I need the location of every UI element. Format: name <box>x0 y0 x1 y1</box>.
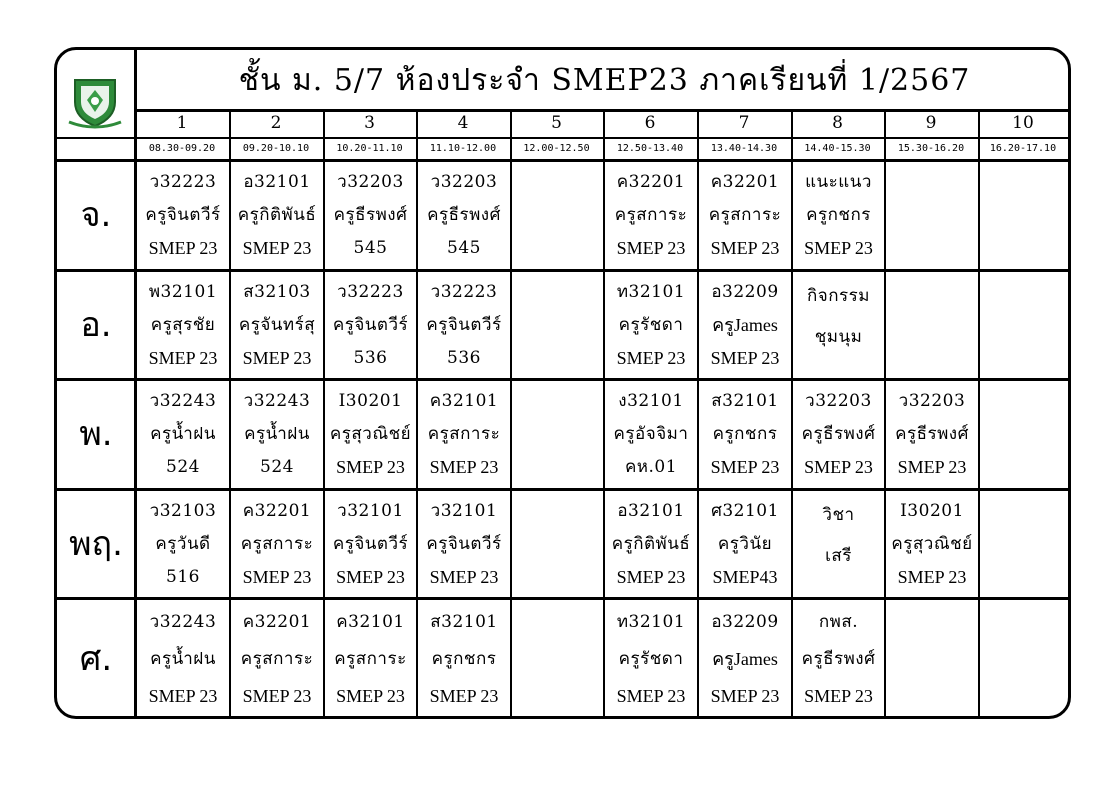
schedule-cell <box>418 490 510 597</box>
subject-code: ค32201 <box>242 500 312 521</box>
schedule-cell <box>325 380 416 488</box>
subject-code: ค32101 <box>336 611 405 632</box>
room-label: 524 <box>260 457 294 478</box>
room-label: SMEP 23 <box>804 686 873 707</box>
page-title: ชั้น ม. 5/7 ห้องประจำ SMEP23 ภาคเรียนที่ 1/2567 <box>238 62 971 98</box>
room-label: SMEP 23 <box>242 566 312 587</box>
subject-code: ว32243 <box>149 611 217 632</box>
schedule-cell <box>418 161 510 269</box>
room-label: SMEP 23 <box>429 457 499 478</box>
room-label: SMEP 23 <box>148 238 218 259</box>
subject-code: ค32201 <box>242 611 312 632</box>
teacher-name: ครูธีรพงศ์ <box>895 423 969 444</box>
teacher-name: ครูสการะ <box>427 423 501 444</box>
subject-code: ท32101 <box>616 281 686 302</box>
subject-code: I30201 <box>900 500 964 521</box>
schedule-cell <box>886 271 978 378</box>
schedule-cell <box>793 271 884 378</box>
schedule-cell <box>793 161 884 269</box>
teacher-name: ครูกิติพันธ์ <box>611 533 691 554</box>
period-number: 3 <box>364 113 375 133</box>
room-label: SMEP 23 <box>429 566 499 587</box>
period-time: 14.40-15.30 <box>804 142 871 154</box>
subject-code: ว32243 <box>243 390 311 411</box>
room-label: SMEP 23 <box>616 686 686 707</box>
subject-code: อ32209 <box>711 281 779 302</box>
schedule-cell <box>699 599 791 719</box>
teacher-name: ครูวันดี <box>155 533 211 554</box>
teacher-name: ครูJames <box>712 648 778 669</box>
schedule-cell <box>231 490 323 597</box>
teacher-name: ครูน้ำฝน <box>150 423 216 444</box>
room-label: SMEP 23 <box>804 457 873 478</box>
schedule-cell <box>980 599 1068 719</box>
schedule-cell <box>231 599 323 719</box>
day-label: พ. <box>79 414 113 454</box>
subject-code: กพส. <box>818 611 859 632</box>
room-label: 545 <box>447 238 481 259</box>
teacher-name: ครูจินตวีร์ <box>332 314 409 335</box>
subject-code: ส32103 <box>243 281 311 302</box>
room-label: SMEP 23 <box>616 347 686 368</box>
teacher-name: ครูธีรพงศ์ <box>333 204 408 225</box>
teacher-name: ครูจันทร์สุ <box>238 314 316 335</box>
schedule-cell <box>980 271 1068 378</box>
room-label: SMEP 23 <box>336 457 405 478</box>
subject-code: ว32243 <box>149 390 217 411</box>
schedule-cell <box>231 380 323 488</box>
day-label: ศ. <box>79 639 113 679</box>
schedule-cell <box>699 380 791 488</box>
period-time: 08.30-09.20 <box>148 142 216 154</box>
teacher-name: ครูสการะ <box>334 648 407 669</box>
period-number: 4 <box>457 113 469 133</box>
room-label: SMEP 23 <box>710 347 780 368</box>
room-label: SMEP 23 <box>710 238 780 259</box>
room-label: SMEP 23 <box>336 566 405 587</box>
period-number: 5 <box>551 113 562 133</box>
subject-code: อ32209 <box>711 611 779 632</box>
subject-code: กิจกรรม <box>806 285 870 306</box>
schedule-cell <box>231 161 323 269</box>
day-label: พฤ. <box>69 523 123 564</box>
room-label: SMEP 23 <box>148 686 218 707</box>
room-label: 545 <box>353 238 388 259</box>
schedule-cell <box>886 599 978 719</box>
period-time: 10.20-11.10 <box>336 142 403 154</box>
subject-code: ค32201 <box>616 171 686 192</box>
day-label: อ. <box>80 304 112 345</box>
subject-code: ว32203 <box>430 171 498 192</box>
room-label: 516 <box>166 566 200 587</box>
subject-code: ค32201 <box>710 171 780 192</box>
period-time: 12.00-12.50 <box>523 142 590 154</box>
room-label: SMEP 23 <box>897 566 967 587</box>
schedule-cell <box>137 490 229 597</box>
period-number: 1 <box>176 113 188 133</box>
teacher-name: ครูอัจจิมา <box>613 423 689 444</box>
teacher-name: ครูธีรพงศ์ <box>801 423 876 444</box>
subject-code: วิชา <box>822 504 855 525</box>
schedule-cell <box>137 161 229 269</box>
schedule-cell <box>980 161 1068 269</box>
schedule-cell <box>512 271 603 378</box>
room-label: SMEP 23 <box>804 238 873 259</box>
subject-code: ว32223 <box>337 281 404 302</box>
subject-code: ศ32101 <box>711 500 779 521</box>
schedule-cell <box>980 380 1068 488</box>
room-label: SMEP 23 <box>429 686 499 707</box>
subject-code: ว32203 <box>337 171 404 192</box>
room-label: SMEP 23 <box>242 686 312 707</box>
teacher-name: ครูรัชดา <box>618 314 684 335</box>
teacher-name: ครูจินตวีร์ <box>426 533 502 554</box>
schedule-cell <box>137 380 229 488</box>
teacher-name: ครูสการะ <box>708 204 782 225</box>
room-label: SMEP 23 <box>148 347 218 368</box>
schedule-cell <box>512 161 603 269</box>
room-label: SMEP 23 <box>242 347 312 368</box>
period-time: 09.20-10.10 <box>242 142 310 154</box>
teacher-name: ครูธีรพงศ์ <box>427 204 501 225</box>
room-label: SMEP 23 <box>616 238 686 259</box>
subject-code: ท32101 <box>616 611 686 632</box>
timetable-frame <box>54 47 1071 719</box>
period-time: 12.50-13.40 <box>616 142 684 154</box>
teacher-name: เสรี <box>825 546 852 567</box>
school-emblem-icon <box>65 72 125 132</box>
teacher-name: ชุมนุม <box>814 327 863 348</box>
schedule-cell <box>605 271 697 378</box>
teacher-name: ครูธีรพงศ์ <box>801 648 876 669</box>
teacher-name: ครูรัชดา <box>618 648 684 669</box>
subject-code: ว32203 <box>805 390 872 411</box>
subject-code: ว32101 <box>430 500 498 521</box>
schedule-cell <box>793 599 884 719</box>
room-label: 536 <box>447 347 481 368</box>
subject-code: ว32203 <box>898 390 966 411</box>
period-time: 15.30-16.20 <box>897 142 965 154</box>
teacher-name: ครูสุรชัย <box>150 314 216 335</box>
room-label: SMEP 23 <box>710 457 780 478</box>
teacher-name: ครูกชกร <box>712 423 778 444</box>
teacher-name: ครูกชกร <box>806 204 871 225</box>
room-label: คห.01 <box>624 457 678 478</box>
schedule-cell <box>512 599 603 719</box>
subject-code: ว32103 <box>149 500 217 521</box>
room-label: SMEP 23 <box>710 686 780 707</box>
schedule-cell <box>793 380 884 488</box>
schedule-cell <box>699 271 791 378</box>
period-number: 6 <box>644 113 656 133</box>
period-number: 10 <box>1012 113 1034 133</box>
subject-code: แนะแนว <box>805 171 872 192</box>
schedule-cell <box>325 599 416 719</box>
subject-code: ส32101 <box>711 390 779 411</box>
schedule-cell <box>605 161 697 269</box>
room-label: SMEP 23 <box>242 238 312 259</box>
subject-code: ว32223 <box>430 281 498 302</box>
period-number: 2 <box>270 113 282 133</box>
schedule-cell <box>793 490 884 597</box>
schedule-cell <box>418 599 510 719</box>
room-label: 536 <box>353 347 388 368</box>
teacher-name: ครูน้ำฝน <box>150 648 216 669</box>
schedule-cell <box>886 490 978 597</box>
schedule-cell <box>886 380 978 488</box>
schedule-cell <box>231 271 323 378</box>
subject-code: I30201 <box>338 390 403 411</box>
schedule-cell <box>605 380 697 488</box>
period-time: 16.20-17.10 <box>989 142 1057 154</box>
teacher-name: ครูจินตวีร์ <box>332 533 409 554</box>
day-label: จ. <box>80 195 112 235</box>
subject-code: อ32101 <box>243 171 311 192</box>
schedule-cell <box>699 490 791 597</box>
subject-code: อ32101 <box>617 500 685 521</box>
teacher-name: ครูสุวณิชย์ <box>891 533 973 554</box>
schedule-cell <box>886 161 978 269</box>
teacher-name: ครูกิติพันธ์ <box>237 204 317 225</box>
teacher-name: ครูจินตวีร์ <box>426 314 502 335</box>
room-label: 524 <box>166 457 200 478</box>
subject-code: ว32101 <box>337 500 404 521</box>
subject-code: ส32101 <box>430 611 498 632</box>
period-number: 7 <box>738 113 750 133</box>
schedule-cell <box>325 161 416 269</box>
teacher-name: ครูกชกร <box>431 648 497 669</box>
teacher-name: ครูสุวณิชย์ <box>329 423 412 444</box>
teacher-name: ครูสการะ <box>614 204 688 225</box>
schedule-cell <box>512 490 603 597</box>
room-label: SMEP 23 <box>336 686 405 707</box>
schedule-cell <box>605 490 697 597</box>
period-number: 9 <box>925 113 937 133</box>
schedule-cell <box>325 490 416 597</box>
period-time: 11.10-12.00 <box>429 142 497 154</box>
period-number: 8 <box>832 113 843 133</box>
teacher-name: ครูน้ำฝน <box>244 423 310 444</box>
teacher-name: ครูJames <box>712 314 778 335</box>
subject-code: ง32101 <box>618 390 684 411</box>
subject-code: พ32101 <box>148 281 218 302</box>
schedule-cell <box>512 380 603 488</box>
teacher-name: ครูจินตวีร์ <box>145 204 221 225</box>
room-label: SMEP 23 <box>616 566 686 587</box>
subject-code: ค32101 <box>429 390 499 411</box>
schedule-cell <box>605 599 697 719</box>
schedule-cell <box>325 271 416 378</box>
schedule-cell <box>418 271 510 378</box>
schedule-cell <box>980 490 1068 597</box>
teacher-name: ครูสการะ <box>240 533 314 554</box>
subject-code: ว32223 <box>149 171 217 192</box>
room-label: SMEP43 <box>712 566 778 587</box>
period-time: 13.40-14.30 <box>710 142 778 154</box>
room-label: SMEP 23 <box>897 457 967 478</box>
schedule-cell <box>699 161 791 269</box>
schedule-cell <box>137 271 229 378</box>
schedule-cell <box>418 380 510 488</box>
schedule-cell <box>137 599 229 719</box>
teacher-name: ครูสการะ <box>240 648 314 669</box>
teacher-name: ครูวินัย <box>717 533 773 554</box>
